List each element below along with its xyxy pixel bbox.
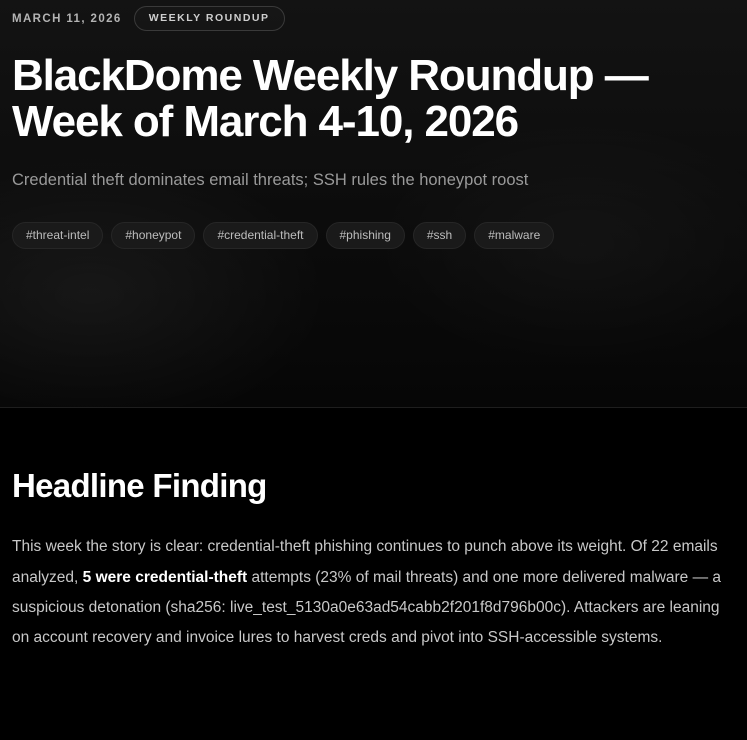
paragraph-emphasis: 5 were credential-theft (82, 568, 248, 586)
tag-item[interactable]: #malware (474, 222, 554, 249)
category-badge[interactable]: WEEKLY ROUNDUP (134, 6, 285, 31)
article-meta-row (12, 0, 735, 31)
section-heading: Headline Finding (12, 467, 267, 504)
tag-item[interactable]: #ssh (413, 222, 466, 249)
article-subtitle: Credential theft dominates email threats; SSH rules the honeypot roost (12, 171, 529, 190)
paragraph-text-leading: This week the story is clear: credential-theft phishing continues to punch above its weight. Of 22 emails analyzed, (12, 538, 718, 586)
page-title: BlackDome Weekly Roundup — Week of March 4-10, 2026 (12, 51, 648, 147)
tag-list (12, 222, 735, 249)
tag-item[interactable]: #threat-intel (12, 222, 103, 249)
section-paragraph (12, 532, 735, 653)
publish-date: MARCH 11, 2026 (12, 12, 122, 25)
tag-item[interactable]: #honeypot (111, 222, 195, 249)
paragraph-text-trailing: attempts (23% of mail threats) and one more delivered malware — a suspicious detonation (sha256: live_test_5130a0e63ad54cabb2f201f8d796b00c). Attackers are leaning on account recovery and invoice lures to harvest creds and pivot into SSH-accessible systems. (12, 568, 722, 646)
tag-item[interactable]: #credential-theft (203, 222, 317, 249)
headline-finding-section (0, 468, 747, 653)
tag-item[interactable]: #phishing (326, 222, 405, 249)
